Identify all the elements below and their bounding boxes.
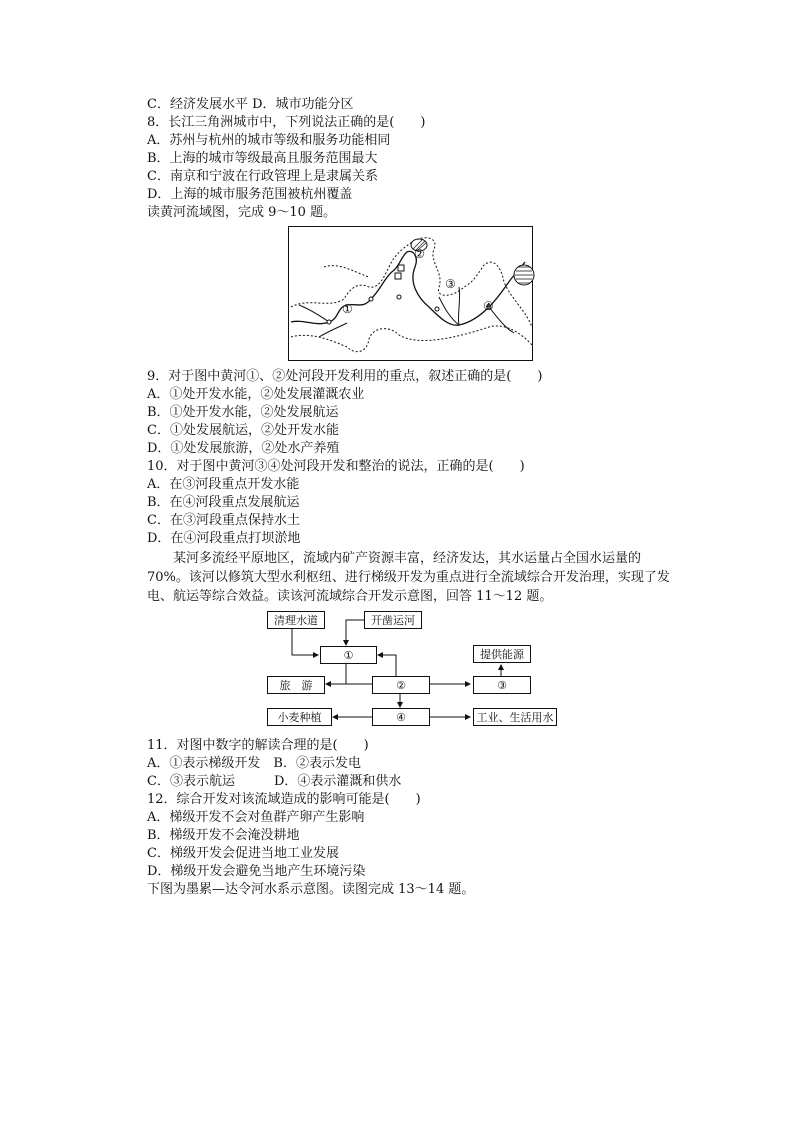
option-9b: B．①处开发水能，②处发展航运 [147,405,339,420]
option-9c: C．①处发展航运，②处开发水能 [147,423,339,438]
question-9: 9．对于图中黄河①、②处河段开发利用的重点，叙述正确的是( ) [147,369,543,384]
paragraph-line-2: 70%。该河以修筑大型水利枢纽、进行梯级开发为重点进行全流域综合开发治理，实现了发 [147,570,670,585]
box-node-4: ④ [372,708,430,726]
option-12d: D．梯级开发会避免当地产生环境污染 [147,864,366,879]
option-11cd: C．③表示航运 D．④表示灌溉和供水 [147,774,402,789]
question-11: 11．对图中数字的解读合理的是( ) [147,738,369,753]
option-12b: B．梯级开发不会淹没耕地 [147,828,300,843]
option-8d: D．上海的城市服务范围被杭州覆盖 [147,187,353,202]
option-8c: C．南京和宁波在行政管理上是隶属关系 [147,169,378,184]
box-water-use: 工业、生活用水 [473,708,557,726]
option-10b: B．在④河段重点发展航运 [147,495,300,510]
box-clear-channel: 清理水道 [267,611,325,629]
map-label-1: ① [342,302,353,316]
box-node-1: ① [320,646,377,664]
map-label-3: ③ [445,277,456,291]
intro-9-10: 读黄河流域图，完成 9～10 题。 [147,205,337,220]
paragraph-line-1: 某河多流经平原地区，流域内矿产资源丰富，经济发达，其水运量占全国水运量的 [173,551,642,566]
option-line: C．经济发展水平 D．城市功能分区 [147,97,354,112]
box-node-3: ③ [473,676,531,694]
box-node-2: ② [372,676,430,694]
option-10a: A．在③河段重点开发水能 [147,477,300,492]
option-8b: B．上海的城市等级最高且服务范围最大 [147,151,378,166]
map-label-2: ② [414,247,425,261]
option-12c: C．梯级开发会促进当地工业发展 [147,846,339,861]
question-10: 10．对于图中黄河③④处河段开发和整治的说法，正确的是( ) [147,459,525,474]
option-11ab: A．①表示梯级开发 B．②表示发电 [147,756,361,771]
option-8a: A．苏州与杭州的城市等级和服务功能相同 [147,133,391,148]
option-10d: D．在④河段重点打坝淤地 [147,531,301,546]
option-12a: A．梯级开发不会对鱼群产卵产生影响 [147,810,365,825]
option-9a: A．①处开发水能，②处发展灌溉农业 [147,387,365,402]
paragraph-line-3: 电、航运等综合效益。读该河流域综合开发示意图，回答 11～12 题。 [147,589,553,604]
box-energy: 提供能源 [473,645,531,663]
question-12: 12．综合开发对该流域造成的影响可能是( ) [147,792,421,807]
question-8: 8．长江三角洲城市中，下列说法正确的是( ) [147,115,426,130]
box-dig-canal: 开凿运河 [364,611,422,629]
option-10c: C．在③河段重点保持水土 [147,513,300,528]
box-tourism: 旅 游 [267,676,325,694]
option-9d: D．①处发展旅游，②处水产养殖 [147,441,340,456]
box-wheat: 小麦种植 [267,708,332,726]
intro-13-14: 下图为墨累—达令河水系示意图。读图完成 13～14 题。 [147,882,475,897]
map-label-4: ④ [483,299,494,313]
